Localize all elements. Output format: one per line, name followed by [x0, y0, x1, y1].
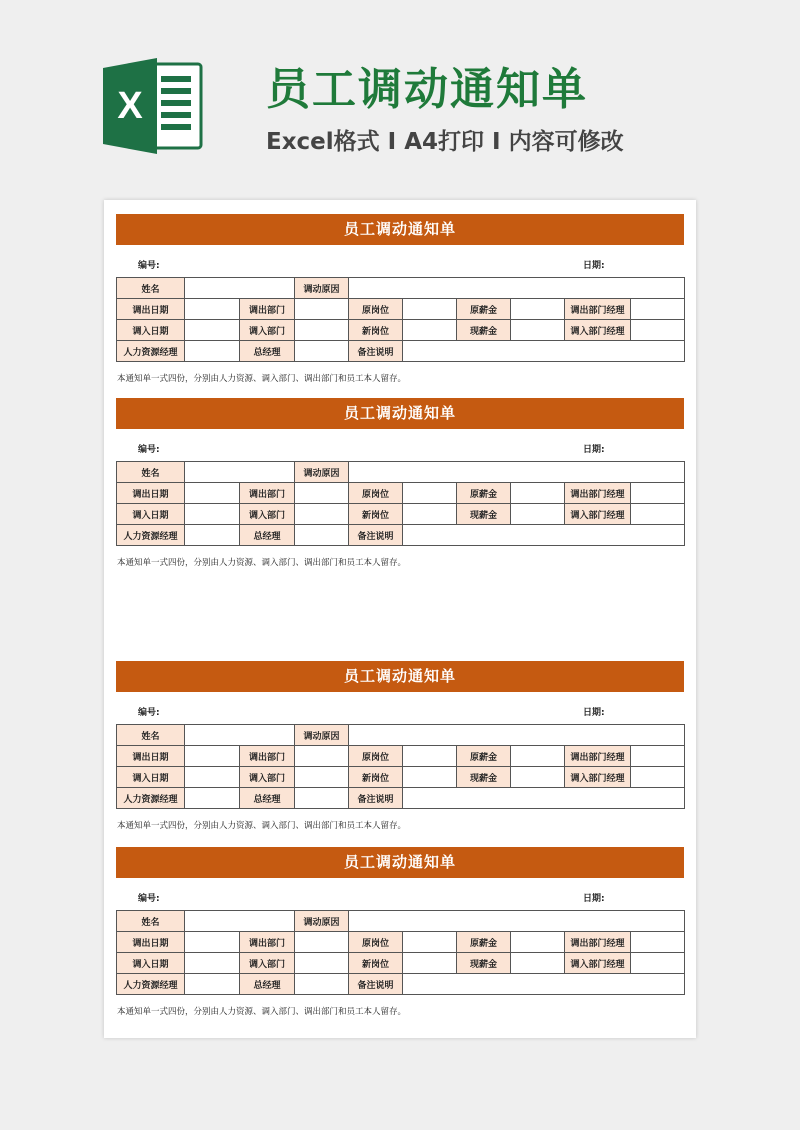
table-row — [117, 932, 685, 953]
in-date-label: 调入日期 — [117, 953, 185, 974]
orig-salary-field[interactable] — [511, 932, 565, 953]
table-row — [117, 525, 685, 546]
in-date-label: 调入日期 — [117, 767, 185, 788]
in-dept-label: 调入部门 — [240, 504, 295, 525]
new-post-field[interactable] — [403, 767, 457, 788]
in-manager-field[interactable] — [631, 320, 685, 341]
out-dept-label: 调出部门 — [240, 932, 295, 953]
form-title: 员工调动通知单 — [116, 847, 684, 878]
form-meta-row — [116, 692, 684, 724]
table-row — [117, 299, 685, 320]
in-dept-label: 调入部门 — [240, 767, 295, 788]
new-post-field[interactable] — [403, 953, 457, 974]
transfer-notice-form — [116, 398, 684, 568]
document-sheet — [104, 200, 696, 1038]
in-manager-label: 调入部门经理 — [565, 320, 631, 341]
form-meta-row — [116, 429, 684, 461]
new-post-field[interactable] — [403, 504, 457, 525]
transfer-table — [116, 724, 685, 809]
table-row — [117, 320, 685, 341]
new-post-field[interactable] — [403, 320, 457, 341]
table-row — [117, 341, 685, 362]
reason-label: 调动原因 — [295, 278, 349, 299]
hr-manager-field[interactable] — [185, 341, 240, 362]
gm-label: 总经理 — [240, 525, 295, 546]
in-manager-label: 调入部门经理 — [565, 953, 631, 974]
form-note: 本通知单一式四份，分别由人力资源、调入部门、调出部门和员工本人留存。 — [117, 1007, 407, 1017]
orig-salary-label: 原薪金 — [457, 932, 511, 953]
in-manager-label: 调入部门经理 — [565, 767, 631, 788]
table-row — [117, 767, 685, 788]
excel-logo-icon — [103, 58, 205, 154]
out-date-label: 调出日期 — [117, 746, 185, 767]
name-field[interactable] — [185, 911, 295, 932]
remarks-field[interactable] — [403, 974, 685, 995]
remarks-field[interactable] — [403, 788, 685, 809]
reason-field[interactable] — [349, 911, 685, 932]
orig-post-field[interactable] — [403, 932, 457, 953]
in-date-field[interactable] — [185, 504, 240, 525]
out-dept-label: 调出部门 — [240, 483, 295, 504]
new-post-label: 新岗位 — [349, 504, 403, 525]
out-manager-field[interactable] — [631, 483, 685, 504]
out-manager-label: 调出部门经理 — [565, 932, 631, 953]
cur-salary-field[interactable] — [511, 953, 565, 974]
date-label: 日期: — [583, 708, 605, 718]
gm-label: 总经理 — [240, 788, 295, 809]
form-title: 员工调动通知单 — [116, 214, 684, 245]
orig-post-label: 原岗位 — [349, 746, 403, 767]
out-date-field[interactable] — [185, 746, 240, 767]
remarks-label: 备注说明 — [349, 788, 403, 809]
orig-salary-label: 原薪金 — [457, 299, 511, 320]
table-row — [117, 953, 685, 974]
transfer-table — [116, 910, 685, 995]
orig-salary-field[interactable] — [511, 483, 565, 504]
remarks-label: 备注说明 — [349, 525, 403, 546]
reason-field[interactable] — [349, 278, 685, 299]
out-date-label: 调出日期 — [117, 299, 185, 320]
out-date-label: 调出日期 — [117, 932, 185, 953]
cur-salary-label: 现薪金 — [457, 767, 511, 788]
name-label: 姓名 — [117, 462, 185, 483]
cur-salary-label: 现薪金 — [457, 504, 511, 525]
out-dept-label: 调出部门 — [240, 299, 295, 320]
out-dept-field[interactable] — [295, 746, 349, 767]
hr-manager-label: 人力资源经理 — [117, 525, 185, 546]
date-label: 日期: — [583, 261, 605, 271]
hr-manager-label: 人力资源经理 — [117, 974, 185, 995]
name-field[interactable] — [185, 462, 295, 483]
in-manager-field[interactable] — [631, 953, 685, 974]
table-row — [117, 974, 685, 995]
transfer-notice-form — [116, 661, 684, 831]
remarks-field[interactable] — [403, 341, 685, 362]
table-row — [117, 278, 685, 299]
out-manager-label: 调出部门经理 — [565, 299, 631, 320]
page-header — [0, 0, 800, 200]
in-manager-field[interactable] — [631, 504, 685, 525]
date-label: 日期: — [583, 445, 605, 455]
orig-post-label: 原岗位 — [349, 932, 403, 953]
remarks-label: 备注说明 — [349, 974, 403, 995]
cur-salary-field[interactable] — [511, 320, 565, 341]
transfer-table — [116, 461, 685, 546]
form-meta-row — [116, 878, 684, 910]
page-subtitle: Excel格式 I A4打印 I 内容可修改 — [266, 129, 624, 155]
gm-field[interactable] — [295, 525, 349, 546]
number-label: 编号: — [138, 445, 160, 455]
hr-manager-field[interactable] — [185, 974, 240, 995]
form-note: 本通知单一式四份，分别由人力资源、调入部门、调出部门和员工本人留存。 — [117, 558, 407, 568]
gm-field[interactable] — [295, 341, 349, 362]
gm-label: 总经理 — [240, 341, 295, 362]
hr-manager-label: 人力资源经理 — [117, 341, 185, 362]
table-row — [117, 788, 685, 809]
form-note: 本通知单一式四份，分别由人力资源、调入部门、调出部门和员工本人留存。 — [117, 374, 407, 384]
hr-manager-label: 人力资源经理 — [117, 788, 185, 809]
in-date-field[interactable] — [185, 320, 240, 341]
orig-post-field[interactable] — [403, 746, 457, 767]
out-date-field[interactable] — [185, 483, 240, 504]
table-row — [117, 462, 685, 483]
cur-salary-field[interactable] — [511, 504, 565, 525]
remarks-field[interactable] — [403, 525, 685, 546]
gm-field[interactable] — [295, 974, 349, 995]
form-meta-row — [116, 245, 684, 277]
table-row — [117, 483, 685, 504]
reason-field[interactable] — [349, 462, 685, 483]
table-row — [117, 911, 685, 932]
number-label: 编号: — [138, 708, 160, 718]
remarks-label: 备注说明 — [349, 341, 403, 362]
page-title: 员工调动通知单 — [266, 64, 588, 115]
name-label: 姓名 — [117, 725, 185, 746]
name-label: 姓名 — [117, 278, 185, 299]
form-title: 员工调动通知单 — [116, 398, 684, 429]
gm-field[interactable] — [295, 788, 349, 809]
transfer-notice-form — [116, 214, 684, 384]
in-dept-label: 调入部门 — [240, 953, 295, 974]
orig-post-label: 原岗位 — [349, 299, 403, 320]
cur-salary-label: 现薪金 — [457, 320, 511, 341]
new-post-label: 新岗位 — [349, 767, 403, 788]
out-date-label: 调出日期 — [117, 483, 185, 504]
table-row — [117, 746, 685, 767]
out-dept-field[interactable] — [295, 299, 349, 320]
in-date-label: 调入日期 — [117, 320, 185, 341]
name-field[interactable] — [185, 278, 295, 299]
cur-salary-field[interactable] — [511, 767, 565, 788]
out-dept-field[interactable] — [295, 483, 349, 504]
in-dept-field[interactable] — [295, 504, 349, 525]
number-label: 编号: — [138, 261, 160, 271]
form-note: 本通知单一式四份，分别由人力资源、调入部门、调出部门和员工本人留存。 — [117, 821, 407, 831]
gm-label: 总经理 — [240, 974, 295, 995]
form-title: 员工调动通知单 — [116, 661, 684, 692]
in-date-field[interactable] — [185, 953, 240, 974]
out-dept-field[interactable] — [295, 932, 349, 953]
logo-letter: X — [117, 85, 143, 127]
out-manager-label: 调出部门经理 — [565, 746, 631, 767]
out-manager-field[interactable] — [631, 932, 685, 953]
number-label: 编号: — [138, 894, 160, 904]
out-date-field[interactable] — [185, 932, 240, 953]
reason-label: 调动原因 — [295, 462, 349, 483]
reason-label: 调动原因 — [295, 911, 349, 932]
in-dept-field[interactable] — [295, 953, 349, 974]
orig-salary-label: 原薪金 — [457, 746, 511, 767]
in-dept-field[interactable] — [295, 767, 349, 788]
hr-manager-field[interactable] — [185, 525, 240, 546]
reason-field[interactable] — [349, 725, 685, 746]
orig-post-field[interactable] — [403, 483, 457, 504]
in-manager-label: 调入部门经理 — [565, 504, 631, 525]
out-dept-label: 调出部门 — [240, 746, 295, 767]
out-date-field[interactable] — [185, 299, 240, 320]
transfer-table — [116, 277, 685, 362]
name-field[interactable] — [185, 725, 295, 746]
orig-post-label: 原岗位 — [349, 483, 403, 504]
table-row — [117, 504, 685, 525]
in-date-field[interactable] — [185, 767, 240, 788]
out-manager-label: 调出部门经理 — [565, 483, 631, 504]
new-post-label: 新岗位 — [349, 320, 403, 341]
reason-label: 调动原因 — [295, 725, 349, 746]
orig-post-field[interactable] — [403, 299, 457, 320]
in-manager-field[interactable] — [631, 767, 685, 788]
hr-manager-field[interactable] — [185, 788, 240, 809]
orig-salary-label: 原薪金 — [457, 483, 511, 504]
new-post-label: 新岗位 — [349, 953, 403, 974]
date-label: 日期: — [583, 894, 605, 904]
transfer-notice-form — [116, 847, 684, 1017]
name-label: 姓名 — [117, 911, 185, 932]
out-manager-field[interactable] — [631, 299, 685, 320]
in-dept-label: 调入部门 — [240, 320, 295, 341]
in-date-label: 调入日期 — [117, 504, 185, 525]
orig-salary-field[interactable] — [511, 746, 565, 767]
in-dept-field[interactable] — [295, 320, 349, 341]
cur-salary-label: 现薪金 — [457, 953, 511, 974]
orig-salary-field[interactable] — [511, 299, 565, 320]
table-row — [117, 725, 685, 746]
out-manager-field[interactable] — [631, 746, 685, 767]
